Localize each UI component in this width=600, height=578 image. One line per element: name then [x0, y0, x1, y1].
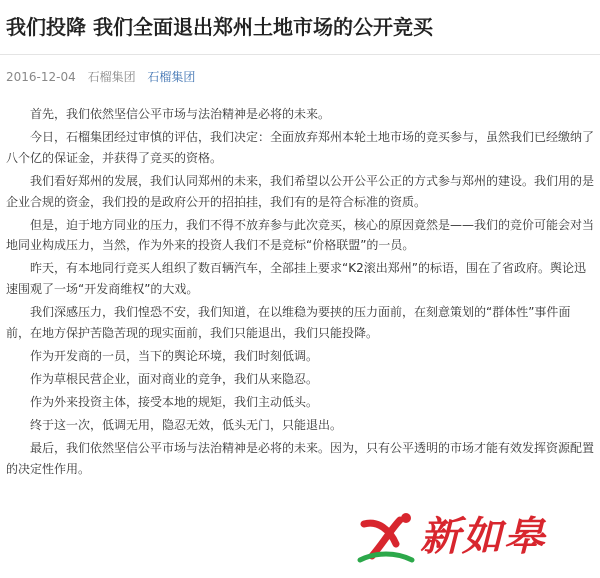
paragraph: 首先，我们依然坚信公平市场与法治精神是必将的未来。 — [30, 107, 331, 121]
paragraph: 但是，迫于地方同业的压力，我们不得不放弃参与此次竞买，核心的原因竟然是——我们的竞价可能会对当地同业构成压力，当然，作为外来的投资人我们不是竞标“价格联盟”的一员。 — [6, 217, 595, 253]
article-title: 我们投降 我们全面退出郑州土地市场的公开竞买 — [6, 15, 433, 39]
watermark — [356, 506, 588, 570]
source-link[interactable]: 石榴集团 — [147, 70, 196, 84]
paragraph: 我们深感压力，我们惶恐不安，我们知道，在以维稳为要挟的压力面前，在刻意策划的“群体性”事件面前，在地方保护苦隐苦现的现实面前，我们只能退出，我们只能投降。 — [6, 305, 571, 340]
article-source: 石榴集团 — [87, 70, 136, 84]
xinrugao-logo-icon — [356, 510, 416, 566]
paragraph: 作为外来投资主体，接受本地的规矩，我们主动低头。 — [30, 394, 319, 409]
article-body — [6, 104, 594, 482]
paragraph: 今日，石榴集团经过审慎的评估，我们决定：全面放弃郑州本轮土地市场的竞买参与，虽然我们已经缴纳了八个亿的保证金，并获得了竞买的资格。 — [6, 129, 595, 165]
article-meta — [6, 68, 203, 85]
publish-date: 2016-12-04 — [6, 70, 76, 84]
title-divider — [0, 54, 600, 55]
paragraph: 作为开发商的一员，当下的舆论环境，我们时刻低调。 — [30, 348, 319, 363]
paragraph: 昨天，有本地同行竞买人组织了数百辆汽车，全部挂上要求“K2滚出郑州”的标语，围在了省政府。舆论迅速围观了一场“开发商维权”的大戏。 — [6, 261, 586, 297]
watermark-text: 新如皋 — [420, 513, 546, 560]
paragraph: 我们看好郑州的发展，我们认同郑州的未来，我们希望以公开公平公正的方式参与郑州的建设。我们用的是企业合规的资金，我们投的是政府公开的招拍挂，我们有的是符合标准的资质。 — [6, 173, 595, 209]
paragraph: 终于这一次，低调无用，隐忍无效，低头无门，只能退出。 — [30, 417, 343, 432]
paragraph: 作为草根民营企业，面对商业的竞争，我们从来隐忍。 — [30, 371, 319, 386]
paragraph: 最后，我们依然坚信公平市场与法治精神是必将的未来。因为，只有公平透明的市场才能有效发挥资源配置的决定性作用。 — [6, 440, 595, 476]
